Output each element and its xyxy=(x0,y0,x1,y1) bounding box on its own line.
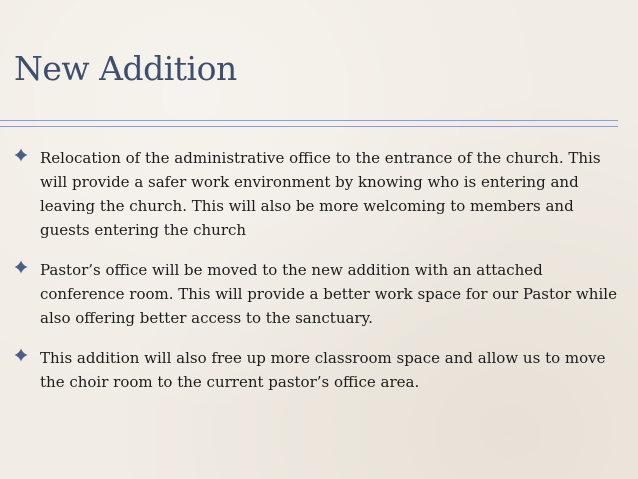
bullet-item xyxy=(14,146,626,242)
bullet-text: This addition will also free up more classroom space and allow us to move the choir room to the current pastor’s office area. xyxy=(40,349,606,391)
bullet-item xyxy=(14,258,626,330)
cross-bullet-icon xyxy=(14,148,28,162)
bullet-item xyxy=(14,346,626,394)
bullet-text: Relocation of the administrative office to the entrance of the church. This will provide a safer work environment by knowing who is entering and leaving the church. This will also be more welcoming to members and guests entering the church xyxy=(40,149,601,239)
cross-bullet-icon xyxy=(14,260,28,274)
cross-bullet-icon xyxy=(14,348,28,362)
bullet-list xyxy=(14,146,626,410)
slide-title: New Addition xyxy=(14,49,237,88)
bullet-text: Pastor’s office will be moved to the new addition with an attached conference room. This will provide a better work space for our Pastor while also offering better access to the sanctuary. xyxy=(40,261,617,327)
divider-line-bottom xyxy=(0,126,618,127)
divider-line-top xyxy=(0,120,618,121)
title-divider xyxy=(0,120,618,128)
